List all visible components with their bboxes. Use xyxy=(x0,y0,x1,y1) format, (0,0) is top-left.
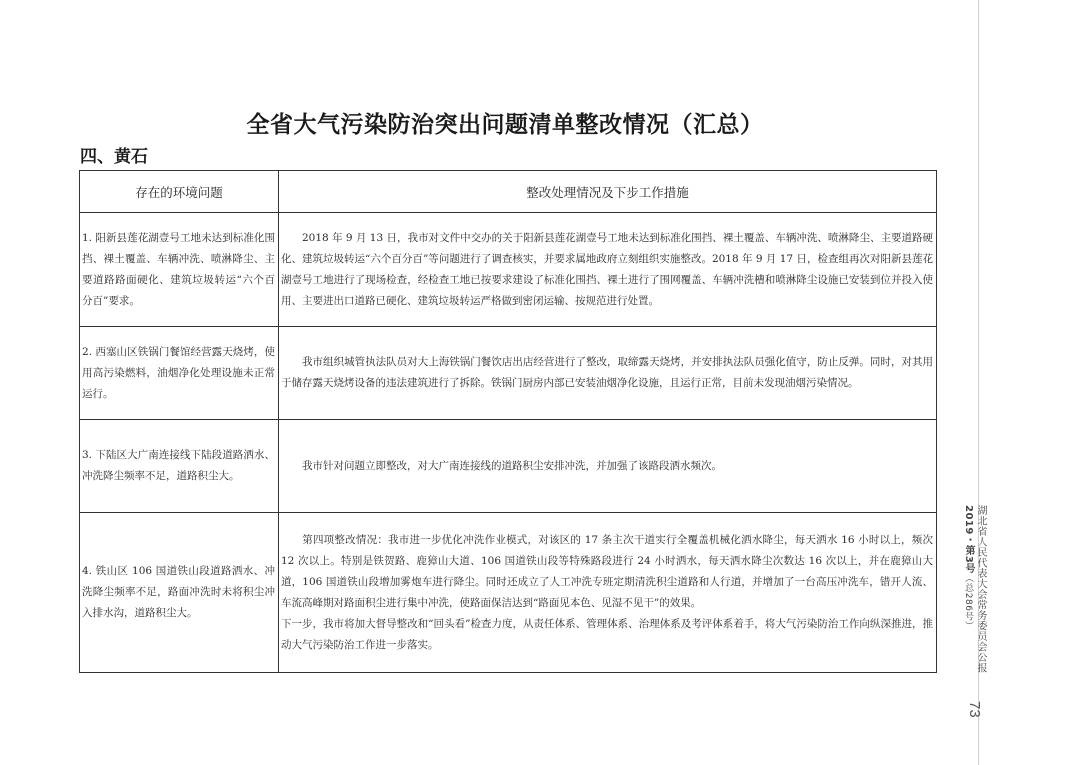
issue-number xyxy=(963,505,974,630)
measure-paragraph-1: 第四项整改情况：我市进一步优化冲洗作业模式，对该区的 17 条主次干道实行全覆盖机械化洒水降尘，每天洒水 16 小时以上，频次 12 次以上。特别是铁贺路、鹿獐山大道、106 国道铁山段等特殊路段进行 24 小时洒水，每天洒水降尘次数达 16 次以上，并在鹿獐山大道，106 国道铁山段增加雾炮车进行降尘。同时还成立了人工冲洗专班定期清洗积尘道路和人行道，并增加了一台高压冲洗车，错开人流、车流高峰期对路面积尘进行集中冲洗，使路面保洁达到“路面见本色、见湿不见干”的效果。 xyxy=(281,533,933,609)
measure-text: 我市针对问题立即整改，对大广南连接线的道路积尘安排冲洗，并加强了该路段洒水频次。 xyxy=(302,459,722,472)
table-row xyxy=(80,420,937,513)
issue-cell: 3. 下陆区大广南连接线下陆段道路洒水、冲洗降尘频率不足，道路积尘大。 xyxy=(80,420,279,513)
issue-cell: 2. 西塞山区铁锅门餐馆经营露天烧烤，使用高污染燃料，油烟净化处理设施未正常运行。 xyxy=(80,327,279,420)
publication-name: 湖北省人民代表大会常务委员会公报 xyxy=(975,505,986,673)
issue-cell: 4. 铁山区 106 国道铁山段道路洒水、冲洗降尘频率不足，路面冲洗时未将积尘冲入排水沟，道路积尘大。 xyxy=(80,513,279,673)
measure-paragraph-2: 下一步，我市将加大督导整改和“回头看”检查力度，从责任体系、管理体系、治理体系及考评体系着手，将大气污染防治工作向纵深推进，推动大气污染防治工作进一步落实。 xyxy=(281,617,933,651)
issue-cell: 1. 阳新县莲花湖壹号工地未达到标准化围挡、裸土覆盖、车辆冲洗、喷淋降尘、主要道路路面硬化、建筑垃圾转运“六个百分百”要求。 xyxy=(80,213,279,327)
column-header-measure: 整改处理情况及下步工作措施 xyxy=(279,171,937,213)
table-row xyxy=(80,513,937,673)
issue-total: （总286号） xyxy=(963,573,973,631)
column-header-issue: 存在的环境问题 xyxy=(80,171,279,213)
measure-cell xyxy=(279,327,937,420)
issue-label: 2019・第3号 xyxy=(963,505,974,574)
measure-cell xyxy=(279,213,937,327)
measure-cell xyxy=(279,513,937,673)
page-number: 73 xyxy=(966,701,983,718)
measure-text: 我市组织城管执法队员对大上海铁锅门餐饮店出店经营进行了整改，取缔露天烧烤，并安排执法队员强化值守，防止反弹。同时，对其用于储存露天烧烤设备的违法建筑进行了拆除。铁锅门厨房内部已安装油烟净化设施，且运行正常，目前未发现油烟污染情况。 xyxy=(281,356,933,389)
table-row xyxy=(80,213,937,327)
document-title: 全省大气污染防治突出问题清单整改情况（汇总） xyxy=(246,111,764,138)
table-row xyxy=(80,327,937,420)
publication-sidebar xyxy=(962,505,986,673)
measure-text: 2018 年 9 月 13 日，我市对文件中交办的关于阳新县莲花湖壹号工地未达到标准化围挡、裸土覆盖、车辆冲洗、喷淋降尘、主要道路硬化、建筑垃圾转运“六个百分百”等问题进行了调查核实，并要求属地政府立刻组织实施整改。2018 年 9 月 17 日，检查组再次对阳新县莲花湖壹号工地进行了现场检查，经检查工地已按要求建设了标准化围挡、裸土进行了围网覆盖、车辆冲洗槽和喷淋降尘设施已安装到位并投入使用、主要进出口道路已硬化、建筑垃圾转运严格做到密闭运输、按规范进行处置。 xyxy=(281,231,933,307)
measure-cell xyxy=(279,420,937,513)
table-header-row xyxy=(80,171,937,213)
rectification-table xyxy=(79,170,937,673)
section-heading: 四、黄石 xyxy=(80,147,148,167)
